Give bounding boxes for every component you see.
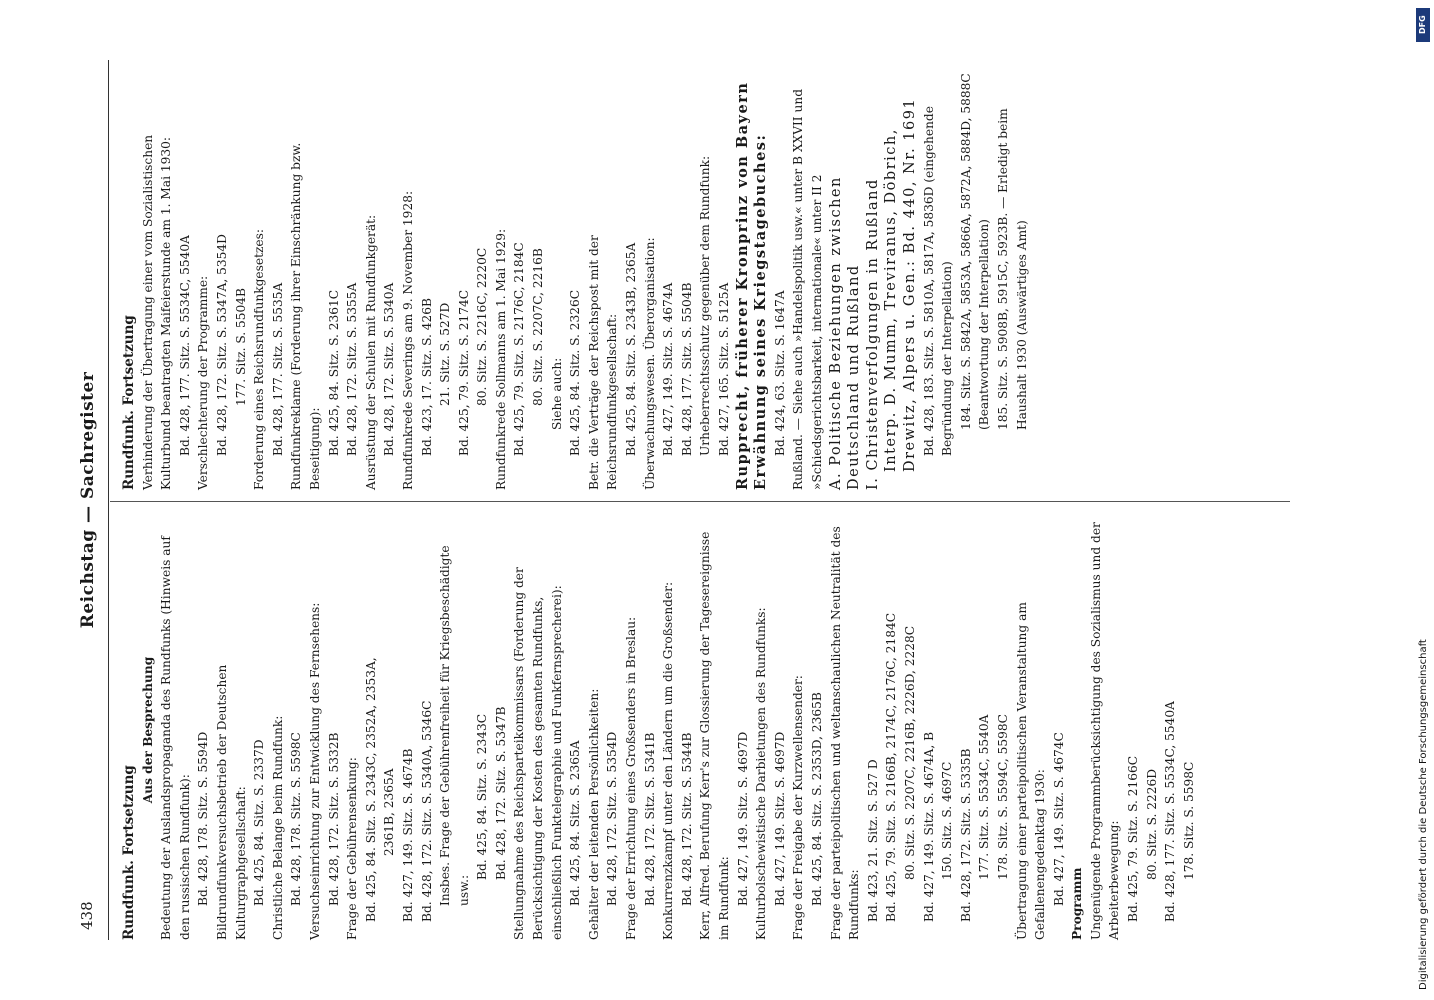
register-entry: 177. Sitz. S. 5504B: [233, 288, 248, 406]
register-entry: Bd. 428, 177. Sitz. S. 5534C, 5540A: [177, 235, 192, 456]
register-entry: Christliche Belange beim Rundfunk:: [270, 715, 285, 940]
register-entry: 80. Sitz. S. 2226D: [1144, 768, 1159, 880]
register-entry: Bd. 427, 149. Sitz. S. 4674B: [400, 748, 415, 922]
register-entry: Verschlechterung der Programme:: [196, 275, 211, 490]
register-entry: Überwachungswesen. Überorganisation:: [642, 237, 657, 490]
register-entry: Ungenügende Programmberücksichtigung des Sozialismus und der Arbeiterbewegung:: [1088, 522, 1122, 940]
register-entry: Bd. 427, 149. Sitz. S. 4697D: [772, 731, 787, 906]
column-divider: [110, 501, 1290, 502]
register-entry: Verhinderung der Übertragung einer vom Sozialistischen Kulturbund beantragten Maifeierstunde am 1. Mai 1930:: [140, 134, 174, 490]
register-entry: Bd. 427, 149. Sitz. S. 4697D: [735, 731, 750, 906]
register-entry: Rundfunkreklame (Forderung ihrer Einschränkung bzw. Beseitigung):: [289, 142, 322, 490]
register-entry: 177. Sitz. S. 5534C, 5540A: [977, 714, 992, 880]
register-entry: Bd. 425, 84. Sitz. S. 2343C, 2352A, 2353A,: [363, 657, 378, 922]
page-header: [70, 60, 112, 940]
page-number: 438: [78, 901, 96, 930]
register-entry: Aus der Besprechung: [140, 656, 155, 804]
register-entry: Ausrüstung der Schulen mit Rundfunkgerät:: [363, 214, 378, 490]
register-entry: 185. Sitz. S. 5908B, 5915C, 5923B. — Erledigt beim Haushalt 1930 (Auswärtiges Amt): [995, 108, 1029, 430]
register-entry: Programm: [1070, 867, 1085, 940]
register-entry: Bd. 428, 172. Sitz. S. 5344B: [679, 732, 694, 906]
register-entry: Frage der Gebührensenkung:: [345, 757, 360, 940]
register-entry: Rußland. — Siehe auch »Handelspolitik usw.« unter B XXVII und »Schiedsgerichtsbarkeit, internationale« unter II 2: [791, 89, 824, 490]
register-entry: Bd. 428, 177. Sitz. S. 5504B: [679, 282, 694, 456]
register-entry: Bd. 423, 21. Sitz. S. 527 D: [865, 759, 880, 922]
register-entry: Bd. 423, 17. Sitz. S. 426B: [419, 298, 434, 456]
register-entry: Bd. 425, 84. Sitz. S. 2343B, 2365A: [624, 242, 639, 456]
register-entry: Bd. 428, 172. Sitz. S. 5332B: [326, 732, 341, 906]
register-entry: Bd. 425, 84. Sitz. S. 2337D: [252, 739, 267, 906]
register-entry: Konkurrenzkampf unter den Ländern um die Großsender:: [661, 581, 676, 940]
register-entry: Bd. 428, 172. Sitz. S. 5354D: [605, 731, 620, 906]
register-entry: Bd. 428, 177. Sitz. S. 5534C, 5540A: [1163, 701, 1178, 922]
register-entry: Bd. 428, 178. Sitz. S. 5594D: [196, 731, 211, 906]
register-entry: Rupprecht, früherer Kronprinz von Bayern Erwähnung seines Kriegstagebuches:: [733, 81, 770, 490]
register-entry: Bd. 428, 172. Sitz. S. 5341B: [642, 732, 657, 906]
register-entry: Betr. die Verträge der Reichspost mit der Reichsrundfunkgesellschaft:: [586, 235, 620, 490]
register-entry: Übertragung einer parteipolitischen Veranstaltung am Gefallenengedenktag 1930:: [1014, 602, 1048, 940]
register-entry: Bd. 428, 172. Sitz. S. 5355A: [345, 282, 360, 456]
register-entry: Bd. 424, 63. Sitz. S. 1647A: [772, 290, 787, 456]
register-entry: Bd. 427, 149. Sitz. S. 4674C: [1051, 732, 1066, 906]
register-entry: Bd. 425, 84. Sitz. S. 2353D, 2365B: [809, 692, 824, 906]
register-entry: 150. Sitz. S. 4697C: [940, 761, 955, 880]
register-entry: Insbes. Frage der Gebührenfreiheit für Kriegsbeschädigte usw.:: [438, 545, 471, 906]
dfg-logo: DFG: [1416, 8, 1430, 42]
register-entry: 2361B, 2365A: [382, 768, 397, 856]
header-rule: [108, 60, 109, 940]
register-entry: 178. Sitz. S. 5598C: [1181, 761, 1196, 880]
register-entry: Bd. 425, 79. Sitz. S. 2174C: [456, 289, 471, 456]
right-column: [120, 70, 1031, 490]
register-entry: Forderung eines Reichsrundfunkgesetzes:: [252, 229, 267, 490]
register-entry: Gehälter der leitenden Persönlichkeiten:: [586, 688, 601, 940]
register-entry: Frage der parteipolitischen und weltanschaulichen Neutralität des Rundfunks:: [828, 526, 862, 940]
register-entry: A. Politische Beziehungen zwischen Deutschland und Rußland: [827, 176, 863, 490]
register-entry: Frage der Freigabe der Kurzwellensender:: [791, 675, 806, 940]
register-entry: Urheberrechtsschutz gegenüber dem Rundfunk:: [698, 155, 713, 456]
register-entry: Rundfunk. Fortsetzung: [121, 765, 137, 940]
register-entry: Interp. D. Mumm, Treviranus, Döbrich, Drewitz, Alpers u. Gen.: Bd. 440, Nr. 1691: [883, 97, 918, 472]
register-entry: Bedeutung der Auslandspropaganda des Rundfunks (Hinweis auf den russischen Rundfunk):: [159, 536, 192, 940]
left-column: [120, 520, 1198, 940]
register-entry: Bd. 428, 172. Sitz. S. 5347A, 5354D: [214, 234, 229, 456]
page-title: Reichstag — Sachregister: [78, 371, 98, 629]
register-entry: Bd. 428, 177. Sitz. S. 5535A: [270, 282, 285, 456]
register-entry: Bd. 428, 172. Sitz. S. 5340A, 5346C: [419, 700, 434, 922]
register-entry: Bd. 428, 172. Sitz. S. 5347B: [493, 706, 508, 880]
register-entry: Bd. 427, 165. Sitz. S. 5125A: [717, 282, 731, 456]
register-entry: 21. Sitz. S. 527D: [438, 302, 453, 406]
register-entry: 80. Sitz. S. 2207C, 2216B: [531, 248, 546, 406]
register-entry: Bd. 428, 178. Sitz. S. 5598C: [289, 732, 304, 906]
register-entry: 80. Sitz. S. 2207C, 2216B, 2226D, 2228C: [902, 625, 917, 880]
register-entry: Versuchseinrichtung zur Entwicklung des Fernsehens:: [307, 602, 322, 940]
register-entry: Frage der Errichtung eines Großsenders in Breslau:: [624, 616, 639, 940]
register-entry: 184. Sitz. S. 5842A, 5853A, 5866A, 5872A, 5884D, 5888C (Beantwortung der Interpellation): [958, 73, 992, 430]
register-entry: Stellungnahme des Reichsparteikommissars (Forderung der Berücksichtigung der Kosten des gesamten Rundfunks, einschließlich Funktelegraphie und Funkfernsprecherei):: [512, 567, 564, 940]
register-entry: Bd. 427, 149. Sitz. S. 4674A, B: [921, 731, 936, 922]
register-entry: Rundfunkrede Sollmanns am 1. Mai 1929:: [493, 228, 508, 490]
register-entry: Rundfunk. Fortsetzung: [121, 315, 137, 490]
register-entry: I. Christenverfolgungen in Rußland: [864, 178, 881, 490]
register-entry: Bd. 425, 84. Sitz. S. 2365A: [568, 740, 583, 906]
register-entry: Bd. 425, 79. Sitz. S. 2166C: [1126, 755, 1141, 922]
register-entry: Bildrundfunkversuchsbetrieb der Deutschen Kulturgraphgesellschaft:: [214, 664, 248, 940]
register-entry: Bd. 425, 84. Sitz. S. 2343C: [475, 713, 490, 880]
register-entry: 80. Sitz. S. 2216C, 2220C: [475, 247, 490, 406]
register-entry: Kerr, Alfred. Berufung Kerr's zur Glossierung der Tagesereignisse im Rundfunk:: [698, 531, 731, 940]
register-entry: Bd. 428, 183. Sitz. S. 5810A, 5817A, 5836D (eingehende Begründung der Interpellation): [921, 106, 955, 456]
register-entry: Bd. 427, 149. Sitz. S. 4674A: [661, 282, 676, 456]
register-entry: Bd. 425, 84. Sitz. S. 2326C: [568, 289, 583, 456]
register-entry: Bd. 425, 79. Sitz. S. 2176C, 2184C: [512, 242, 527, 456]
digitization-note: Digitalisierung gefördert durch die Deutsche Forschungsgemeinschaft: [1418, 639, 1429, 990]
rotated-register-page: [70, 60, 1320, 940]
register-entry: 178. Sitz. S. 5594C, 5598C: [995, 714, 1010, 880]
register-entry: Bd. 425, 84. Sitz. S. 2361C: [326, 289, 341, 456]
register-entry: Bd. 428, 172. Sitz. S. 5335B: [958, 748, 973, 922]
register-entry: Kulturbolschewistische Darbietungen des Rundfunks:: [754, 607, 769, 940]
register-entry: Bd. 428, 172. Sitz. S. 5340A: [382, 282, 397, 456]
register-entry: Bd. 425, 79. Sitz. S. 2166B, 2174C, 2176C, 2184C: [884, 612, 899, 922]
register-entry: Siehe auch:: [549, 357, 564, 430]
register-entry: Rundfunkrede Severings am 9. November 1928:: [400, 190, 415, 490]
